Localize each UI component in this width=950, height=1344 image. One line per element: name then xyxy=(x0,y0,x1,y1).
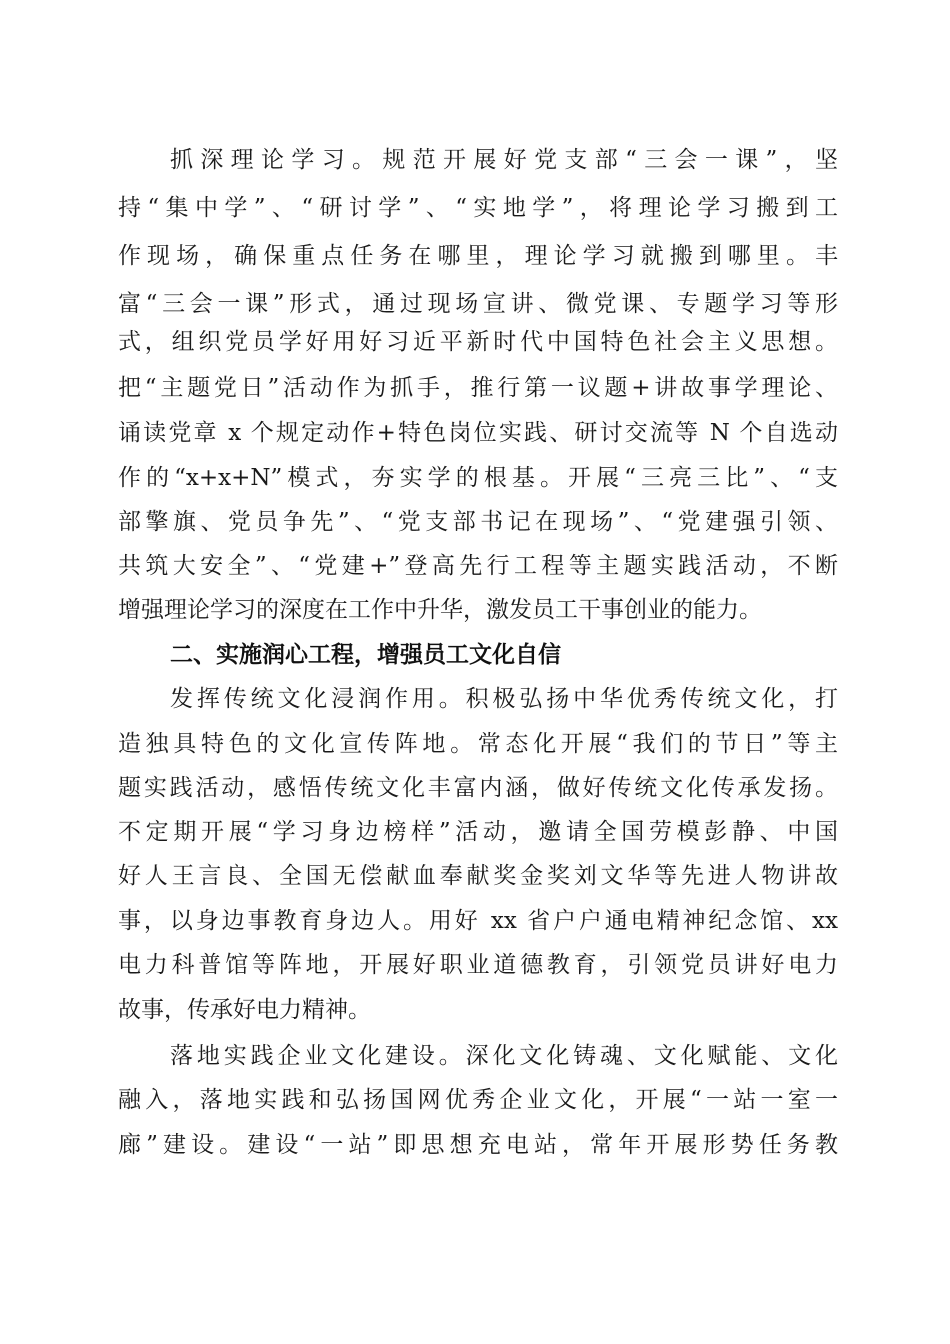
paragraph-2-line-4: 不定期开展“学习身边榜样”活动，邀请全国劳模彭静、中国 xyxy=(118,819,838,845)
paragraph-2-line-8: 故事，传承好电力精神。 xyxy=(118,997,371,1023)
paragraph-1-line-11: 增强理论学习的深度在工作中升华，激发员工干事创业的能力。 xyxy=(118,597,762,623)
paragraph-1-line-9: 部擎旗、党员争先”、“党支部书记在现场”、“党建强引领、 xyxy=(118,509,838,535)
paragraph-2-line-1: 发挥传统文化浸润作用。积极弘扬中华优秀传统文化，打 xyxy=(170,686,838,712)
paragraph-2-line-5: 好人王言良、全国无偿献血奉献奖金奖刘文华等先进人物讲故 xyxy=(118,863,838,889)
paragraph-3-line-3: 廊”建设。建设“一站”即思想充电站，常年开展形势任务教 xyxy=(118,1132,838,1158)
paragraph-3-line-2: 融入，落地实践和弘扬国网优秀企业文化，开展“一站一室一 xyxy=(118,1087,838,1113)
paragraph-1-line-5: 式，组织党员学好用好习近平新时代中国特色社会主义思想。 xyxy=(118,329,838,355)
paragraph-2-line-3: 题实践活动，感悟传统文化丰富内涵，做好传统文化传承发扬。 xyxy=(118,775,838,801)
paragraph-1-line-4: 富“三会一课”形式，通过现场宣讲、微党课、专题学习等形 xyxy=(118,291,838,317)
paragraph-1-line-10: 共筑大安全”、“党建+”登高先行工程等主题实践活动，不断 xyxy=(118,553,838,579)
paragraph-1-line-8: 作的“x+x+N”模式，夯实学的根基。开展“三亮三比”、“支 xyxy=(118,465,838,491)
paragraph-1-line-3: 作现场，确保重点任务在哪里，理论学习就搬到哪里。丰 xyxy=(118,243,838,269)
paragraph-1-line-7: 诵读党章 x 个规定动作+特色岗位实践、研讨交流等 N 个自选动 xyxy=(118,420,838,446)
paragraph-2-line-7: 电力科普馆等阵地，开展好职业道德教育，引领党员讲好电力 xyxy=(118,952,838,978)
paragraph-1-line-6: 把“主题党日”活动作为抓手，推行第一议题+讲故事学理论、 xyxy=(118,375,838,401)
paragraph-3-line-1: 落地实践企业文化建设。深化文化铸魂、文化赋能、文化 xyxy=(170,1043,838,1069)
paragraph-1-line-2: 持“集中学”、“研讨学”、“实地学”，将理论学习搬到工 xyxy=(118,195,838,221)
paragraph-1-line-1: 抓深理论学习。规范开展好党支部“三会一课”，坚 xyxy=(170,147,838,173)
paragraph-2-line-2: 造独具特色的文化宣传阵地。常态化开展“我们的节日”等主 xyxy=(118,731,838,757)
section-heading: 二、实施润心工程，增强员工文化自信 xyxy=(170,642,561,668)
paragraph-2-line-6: 事，以身边事教育身边人。用好 xx 省户户通电精神纪念馆、xx xyxy=(118,908,838,934)
